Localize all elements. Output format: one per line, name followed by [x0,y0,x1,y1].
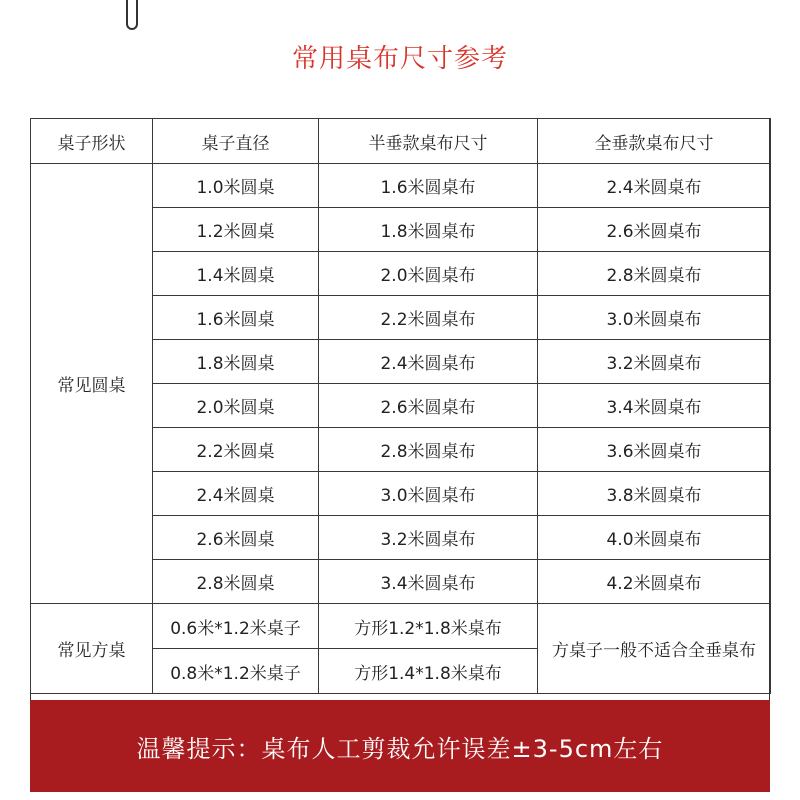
half-drop-cell: 3.4米圆桌布 [319,560,538,604]
full-drop-cell: 3.2米圆桌布 [538,340,771,384]
tablecloth-size-table [30,118,771,694]
square-table-group-label: 常见方桌 [31,604,153,694]
table-diameter-cell: 2.0米圆桌 [153,384,319,428]
square-full-drop-note: 方桌子一般不适合全垂桌布 [538,604,771,694]
header-table-shape: 桌子形状 [31,119,153,164]
half-drop-cell: 2.4米圆桌布 [319,340,538,384]
table-diameter-cell: 1.6米圆桌 [153,296,319,340]
half-drop-cell: 3.2米圆桌布 [319,516,538,560]
table-diameter-cell: 2.8米圆桌 [153,560,319,604]
half-drop-cell: 2.6米圆桌布 [319,384,538,428]
half-drop-cell: 1.6米圆桌布 [319,164,538,208]
half-drop-cell: 3.0米圆桌布 [319,472,538,516]
full-drop-cell: 2.8米圆桌布 [538,252,771,296]
full-drop-cell: 3.6米圆桌布 [538,428,771,472]
table-row [31,164,771,208]
full-drop-cell: 3.8米圆桌布 [538,472,771,516]
tolerance-notice-text: 温馨提示：桌布人工剪裁允许误差±3-5cm左右 [136,734,664,763]
round-table-group-label: 常见圆桌 [31,164,153,604]
full-drop-cell: 2.4米圆桌布 [538,164,771,208]
table-diameter-cell: 1.0米圆桌 [153,164,319,208]
half-drop-cell: 2.8米圆桌布 [319,428,538,472]
half-drop-cell: 1.8米圆桌布 [319,208,538,252]
half-drop-cell: 2.0米圆桌布 [319,252,538,296]
table-size-cell: 0.8米*1.2米桌子 [153,649,319,694]
tolerance-notice-banner [30,700,770,792]
full-drop-cell: 3.4米圆桌布 [538,384,771,428]
table-row [31,604,771,649]
table-diameter-cell: 2.2米圆桌 [153,428,319,472]
hanger-hook-graphic [126,0,138,30]
table-header-row [31,119,771,164]
table-diameter-cell: 1.4米圆桌 [153,252,319,296]
full-drop-cell: 2.6米圆桌布 [538,208,771,252]
table-diameter-cell: 1.2米圆桌 [153,208,319,252]
full-drop-cell: 4.0米圆桌布 [538,516,771,560]
header-half-drop-size: 半垂款桌布尺寸 [319,119,538,164]
half-drop-cell: 方形1.2*1.8米桌布 [319,604,538,649]
full-drop-cell: 4.2米圆桌布 [538,560,771,604]
table-diameter-cell: 2.4米圆桌 [153,472,319,516]
half-drop-cell: 2.2米圆桌布 [319,296,538,340]
table-diameter-cell: 2.6米圆桌 [153,516,319,560]
header-table-diameter: 桌子直径 [153,119,319,164]
table-size-cell: 0.6米*1.2米桌子 [153,604,319,649]
table-diameter-cell: 1.8米圆桌 [153,340,319,384]
full-drop-cell: 3.0米圆桌布 [538,296,771,340]
half-drop-cell: 方形1.4*1.8米桌布 [319,649,538,694]
page-title: 常用桌布尺寸参考 [291,44,508,74]
header-full-drop-size: 全垂款桌布尺寸 [538,119,771,164]
